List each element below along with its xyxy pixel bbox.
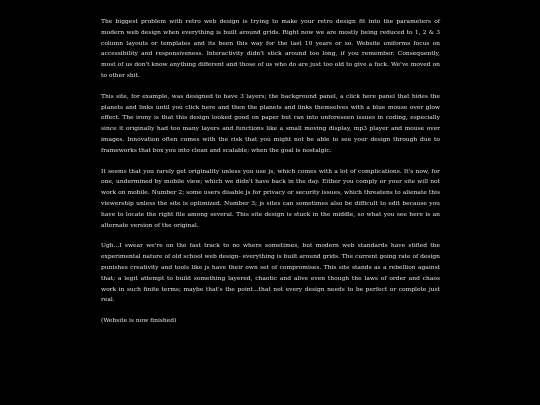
- paragraph-1: The biggest problem with retro web design is trying to make your retro design fit into the parameters of modern web design when everything is built around grids. Right now we are mostly being reduced to 1, 2 & 3 column layouts or templates and its been this way for the last 10 years or so. Website uniforms focus on accessibility and responsiveness. Interactivity didn't stick around too long, if you remember. Consequently, most of us don't know anything different and those of us who do are just too old to give a fuck. We've moved on to other shit.: [101, 18, 440, 79]
- paragraph-4: Ugh...I swear we're on the fast track to no where sometimes, but modern web standards have stifled the experimental nature of old school web design- everything is built around grids. The current going rate of design punishes creativity and tools like js have their own set of compromises. This site stands as a rebellion against that; a legit attempt to build something layered, chaotic and alive even though the laws of order and chaos work in such finite terms; maybe that's the point...that not every design needs to be perfect or complete just real.: [101, 242, 440, 304]
- status-note: (Website is now finished): [101, 317, 177, 325]
- article-body: [101, 17, 440, 327]
- paragraph-3: It seems that you rarely get originality unless you use js, which comes with a lot of complications. It's now, for one, undermined by mobile view; which we didn't have back in the day. Either you comply or your site will not work on mobile. Number 2; some users disable js for privacy or security issues, which threatens to alienate this viewership unless the site is optimized. Number 3; js sites can sometimes also be difficult to edit because you have to locate the right file among several. This site design is stuck in the middle, so what you see here is an alternate version of the original.: [101, 167, 440, 229]
- paragraph-2: This site, for example, was designed to have 3 layers; the background panel, a click here panel that hides the planets and links until you click here and then the planets and links themselves with a blue mouse over glow effect. The irony is that this design looked good on paper but ran into unforeseen issues in coding, especially since it originally had too many layers and functions like a small moving display, mp3 player and mouse over images. Innovation often comes with the risk that you might not be able to see your design through due to frameworks that box you into clean and scalable; when the goal is nostalgic.: [101, 92, 440, 154]
